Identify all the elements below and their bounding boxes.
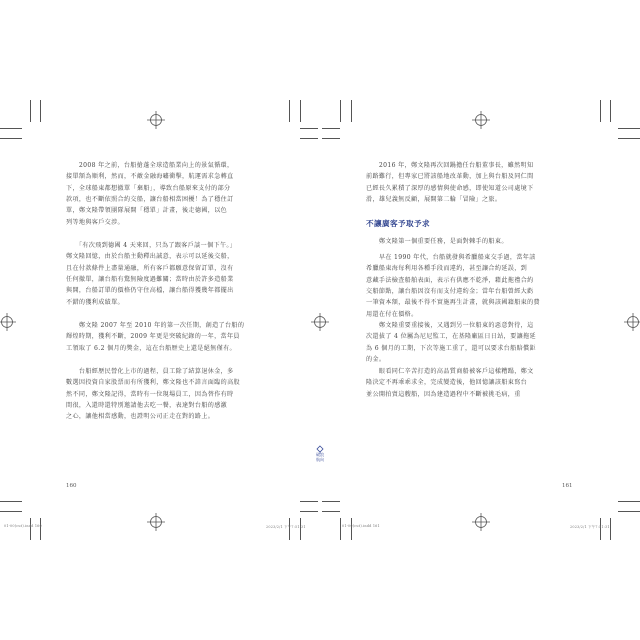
book-emblem-text: 破浪 航向 [316, 452, 324, 462]
right-paragraph-3: 鄭文隆重要重接後，又遇到另一位船東的惡意對待，這 次還拔了 4 位屬為尼尼監工，在基隆廠區日日站，要讓拖延 為 6 個月的工期，下次等施工重了，還可以要求台船賠償鉅 的金。 [366, 322, 536, 364]
left-paragraph-3: 鄭文隆 2007 年至 2010 年的第一次任期，創造了台船的 輝煌時期，獲利不斷，2009 年更是突破紀錄的一年，當年員 工領取了 6.2 個月的獎金，這在台船歷史上還是絕無僅有。 [66, 322, 245, 352]
right-paragraph-1: 鄭文隆第一個重要任務，是面對棘手的船東。 [366, 238, 508, 245]
right-page [320, 0, 640, 640]
slug-file-right: 01-00(cut).indd 161 [342, 524, 380, 528]
right-paragraph-4: 眼看同仁辛苦打造的高品質商船被客戶這樣糟蹋，鄭文 隆決定不再乖乖求全，完成變造後，他回憶讓該船東寫台 並公開拍賣這艘船，因為建造過程中不斷被挑毛病，重 [366, 368, 534, 398]
section-heading: 不讓廣客予取予求 [366, 219, 430, 228]
page-number-left: 160 [66, 483, 77, 489]
left-paragraph-2: 「有次飛到德國 4 天來回，只為了跟客戶談一個下午。」 鄭文隆回憶，由於台船主動釋出誠意，表示可以延後交船， 且在付款條件上盡量通融，所有客戶都願意保留訂單，沒有 任何撤單，讓台船有驚無險度過難關；當時由於許多造船業 與開，台船訂單的價格仍守住高檔，讓台船得獲幾年都擺出 不錯的獲利成績單。 [66, 242, 237, 306]
slug-file-left: 01-00(cut).indd 160 [4, 524, 42, 528]
slug-date-right: 2023/2/1 下午7:51:31 [570, 525, 610, 529]
left-paragraph-1: 2008 年之前，台船搶蓬全球造船業向上的景氣循環， 接單額為順利，然而，不敵金融海嘯衝擊，航運需求急轉直 下，全球船東都想撤單「棄船」，導致台船原來支付的部分 款項，也不斷依照合約交船，讓台船相當困擾！為了穩住訂 單，鄭文隆帶領團隊展開「穩單」計畫，後走德國，以色 列等地與客戶交涉。 [66, 162, 234, 226]
right-paragraph-2: 早在 1990 年代，台船就發與希臘船東交手過，當年該 希臘船東海每利用各種手段而違約，甚至讓合約延誤，到 意藏手法檢查船舶表面，表示有供應不乾淨，藉此拖禮合約 交船節點，讓台船因沒有而支付違約金；當年台船曾經大虧 一筆資本額，最後不得不實施再生計畫，就與該國籍船東的費 用還在付在價格。 [366, 254, 540, 318]
slug-date-left: 2023/2/1 下午7:51:31 [266, 525, 306, 529]
left-paragraph-4: 台船經歷民營化上市的過程，員工除了結算退休金，多 數選因投資自家股票而有所獲利，鄭文隆也不諱言面臨的高股 然不同，鄭文隆記得，當時有一位現場員工，因為替作有時 間很，入還時還特別邀請他去吃一餐，表達對台船的感激 之心，讓他相當感動，也證明公司正走在對的路上。 [66, 368, 240, 421]
right-intro-paragraph: 2016 年，鄭文隆再次回鍋擔任台船董事長，雖然明知 前路難行，但專家已將該船地改革動，加上與台船及同仁間 已經長久累積了深厚的感情與使命感，即使知道公司處境下 滑，雄兒義無反顧，展開第二輪「冒險」之旅。 [366, 162, 534, 204]
page-number-right: 161 [562, 483, 573, 489]
